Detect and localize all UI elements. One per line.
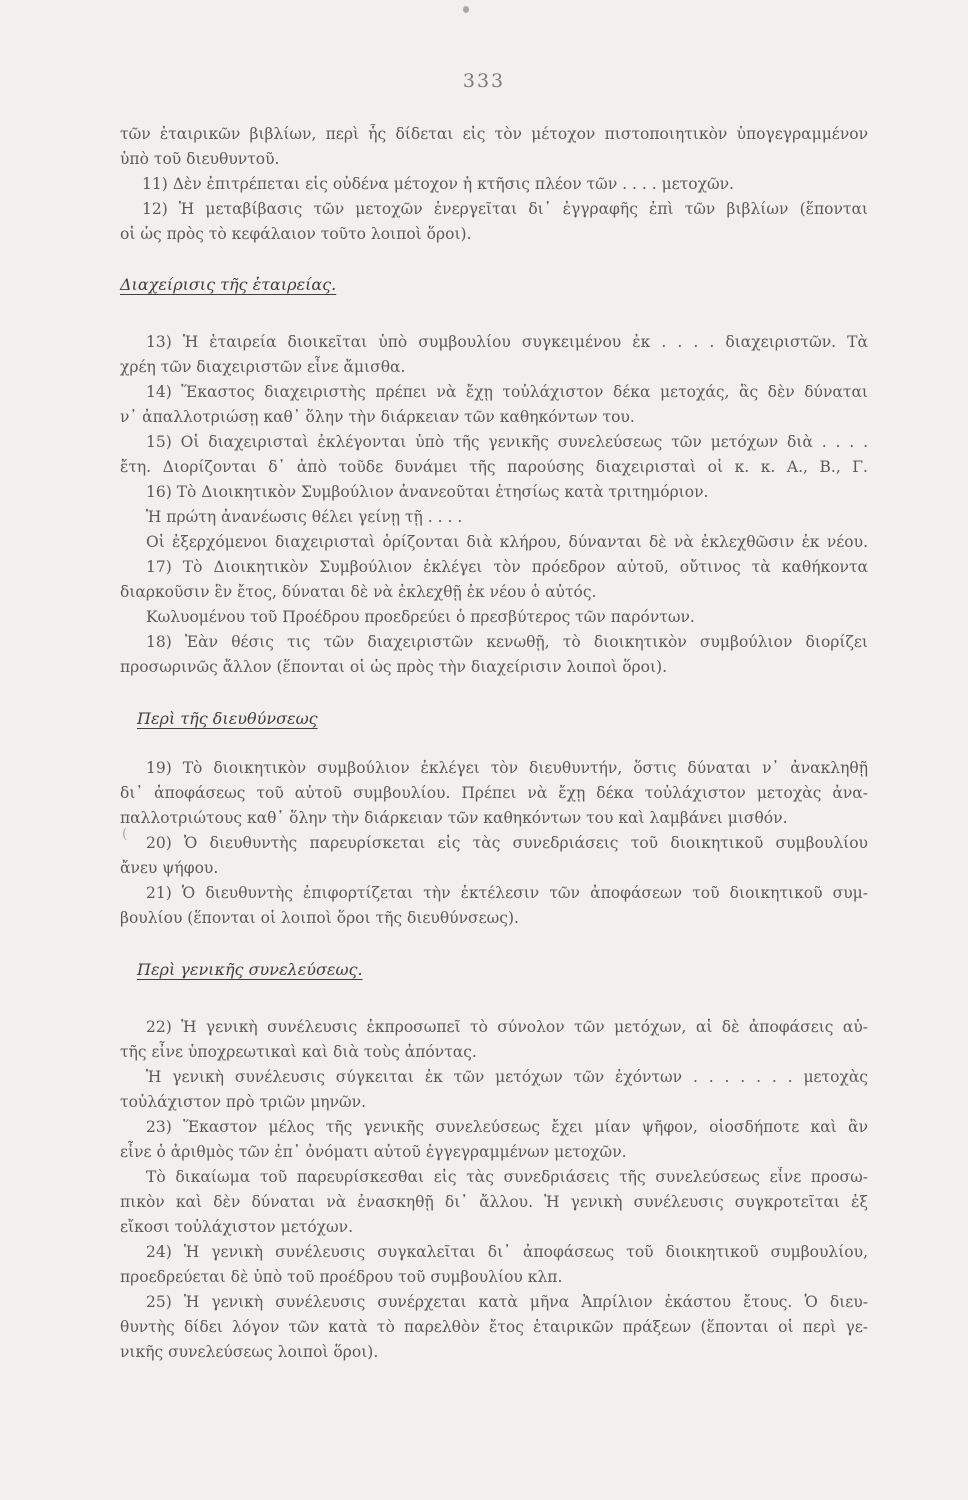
text-line: τῶν ἑταιρικῶν βιβλίων, περὶ ἧς δίδεται εἰς τὸν μέτοχον πιστοποιητικὸν ὑπογεγραμμένον bbox=[120, 125, 868, 143]
text-line: 14) Ἕκαστος διαχειριστὴς πρέπει νὰ ἔχῃ τοὐλάχιστον δέκα μετοχάς, ἃς δὲν δύναται bbox=[146, 383, 868, 401]
text-line: Κωλυομένου τοῦ Προέδρου προεδρεύει ὁ πρεσβύτερος τῶν παρόντων. bbox=[146, 608, 695, 626]
text-line: 17) Τὸ Διοικητικὸν Συμβούλιον ἐκλέγει τὸν πρόεδρον αὐτοῦ, οὔτινος τὰ καθήκοντα bbox=[146, 558, 868, 576]
text-line: οἱ ὡς πρὸς τὸ κεφάλαιον τοῦτο λοιποὶ ὅροι). bbox=[120, 225, 472, 243]
text-line: τῆς εἶνε ὑποχρεωτικαὶ καὶ διὰ τοὺς ἀπόντας. bbox=[120, 1043, 477, 1061]
text-line: δι᾽ ἀποφάσεως τοῦ αὐτοῦ συμβουλίου. Πρέπει νὰ ἔχῃ δέκα τοὐλάχιστον μετοχὰς ἀνα- bbox=[120, 784, 868, 802]
text-line: παλλοτριώτους καθ᾽ ὅλην τὴν διάρκειαν τῶν καθηκόντων του καὶ λαμβάνει μισθόν. bbox=[120, 809, 788, 827]
text-line: Ἡ γενικὴ συνέλευσις σύγκειται ἐκ τῶν μετόχων τῶν ἐχόντων . . . . . . . μετοχὰς bbox=[146, 1068, 868, 1086]
text-line: 24) Ἡ γενικὴ συνέλευσις συγκαλεῖται δι᾽ ἀποφάσεως τοῦ διοικητικοῦ συμβουλίου, bbox=[146, 1243, 868, 1261]
text-line: 23) Ἕκαστον μέλος τῆς γενικῆς συνελεύσεως ἔχει μίαν ψῆφον, οἱοσδήποτε καὶ ἂν bbox=[146, 1118, 868, 1136]
text-line: 16) Τὸ Διοικητικὸν Συμβούλιον ἀνανεοῦται ἐτησίως κατὰ τριτημόριον. bbox=[146, 483, 709, 501]
text-line: 19) Τὸ διοικητικὸν συμβούλιον ἐκλέγει τὸν διευθυντήν, ὅστις δύναται ν᾽ ἀνακληθῇ bbox=[146, 759, 868, 777]
ink-spot bbox=[463, 6, 469, 13]
text-line: ἄνευ ψήφου. bbox=[120, 859, 219, 877]
text-line: εἴκοσι τοὐλάχιστον μετόχων. bbox=[120, 1218, 354, 1236]
text-line: ἔτη. Διορίζονται δ᾽ ἀπὸ τοῦδε δυνάμει τῆς παρούσης διαχειρισταὶ οἱ κ. κ. Α., Β., Γ. bbox=[120, 458, 868, 476]
page-number: 333 bbox=[462, 70, 506, 92]
section-heading-general-assembly: Περὶ γενικῆς συνελεύσεως. bbox=[137, 960, 363, 979]
text-line: 22) Ἡ γενικὴ συνέλευσις ἐκπροσωπεῖ τὸ σύνολον τῶν μετόχων, αἱ δὲ ἀποφάσεις αὐ- bbox=[146, 1018, 868, 1036]
text-line: ν᾽ ἀπαλλοτριώσῃ καθ᾽ ὅλην τὴν διάρκειαν τῶν καθηκόντων του. bbox=[120, 408, 635, 426]
section-heading-management: Διαχείρισις τῆς ἑταιρείας. bbox=[120, 275, 337, 294]
text-line: 11) Δὲν ἐπιτρέπεται εἰς οὐδένα μέτοχον ἡ κτῆσις πλέον τῶν . . . . μετοχῶν. bbox=[142, 175, 734, 193]
text-line: 21) Ὁ διευθυντὴς ἐπιφορτίζεται τὴν ἐκτέλεσιν τῶν ἀποφάσεων τοῦ διοικητικοῦ συμ- bbox=[146, 884, 868, 902]
margin-mark: ( bbox=[122, 826, 128, 842]
text-line: βουλίου (ἕπονται οἱ λοιποὶ ὅροι τῆς διευθύνσεως). bbox=[120, 909, 519, 927]
text-line: 20) Ὁ διευθυντὴς παρευρίσκεται εἰς τὰς συνεδριάσεις τοῦ διοικητικοῦ συμβουλίου bbox=[146, 834, 868, 852]
text-line: ὑπὸ τοῦ διευθυντοῦ. bbox=[120, 150, 280, 168]
text-line: προσωρινῶς ἄλλον (ἕπονται οἱ ὡς πρὸς τὴν διαχείρισιν λοιποὶ ὅροι). bbox=[120, 658, 668, 676]
text-line: Οἱ ἐξερχόμενοι διαχειρισταὶ ὁρίζονται διὰ κλήρου, δύνανται δὲ νὰ ἐκλεχθῶσιν ἐκ νέου. bbox=[146, 533, 868, 551]
section-heading-direction: Περὶ τῆς διευθύνσεως bbox=[137, 709, 318, 728]
text-line: διαρκοῦσιν ἓν ἔτος, δύναται δὲ νὰ ἐκλεχθῇ ἐκ νέου ὁ αὐτός. bbox=[120, 583, 597, 601]
text-line: 18) Ἐὰν θέσις τις τῶν διαχειριστῶν κενωθῇ, τὸ διοικητικὸν συμβούλιον διορίζει bbox=[146, 633, 868, 651]
text-line: τοὐλάχιστον πρὸ τριῶν μηνῶν. bbox=[120, 1093, 367, 1111]
text-line: 13) Ἡ ἑταιρεία διοικεῖται ὑπὸ συμβουλίου συγκειμένου ἐκ . . . . διαχειριστῶν. Τὰ bbox=[146, 333, 868, 351]
text-line: 12) Ἡ μεταβίβασις τῶν μετοχῶν ἐνεργεῖται δι᾽ ἐγγραφῆς ἐπὶ τῶν βιβλίων (ἕπονται bbox=[142, 200, 868, 218]
text-line: θυντὴς δίδει λόγον τῶν κατὰ τὸ παρελθὸν ἔτος ἑταιρικῶν πράξεων (ἕπονται οἱ περὶ γε- bbox=[120, 1318, 868, 1336]
text-line: προεδρεύεται δὲ ὑπὸ τοῦ προέδρου τοῦ συμβουλίου κλπ. bbox=[120, 1268, 563, 1286]
text-line: Τὸ δικαίωμα τοῦ παρευρίσκεσθαι εἰς τὰς συνεδριάσεις τῆς συνελεύσεως εἶνε προσω- bbox=[146, 1168, 868, 1186]
text-line: νικῆς συνελεύσεως λοιποὶ ὅροι). bbox=[120, 1343, 379, 1361]
text-line: Ἡ πρώτη ἀνανέωσις θέλει γείνῃ τῇ . . . . bbox=[146, 508, 463, 526]
text-line: χρέη τῶν διαχειριστῶν εἶνε ἄμισθα. bbox=[120, 358, 406, 376]
text-line: πικὸν καὶ δὲν δύναται νὰ ἐνασκηθῇ δι᾽ ἄλλου. Ἡ γενικὴ συνέλευσις συγκροτεῖται ἐξ bbox=[120, 1193, 868, 1211]
text-line: 15) Οἱ διαχειρισταὶ ἐκλέγονται ὑπὸ τῆς γενικῆς συνελεύσεως τῶν μετόχων διὰ . . . . bbox=[146, 433, 868, 451]
text-line: εἶνε ὁ ἀριθμὸς τῶν ἐπ᾽ ὀνόματι αὐτοῦ ἐγγεγραμμένων μετοχῶν. bbox=[120, 1143, 627, 1161]
text-line: 25) Ἡ γενικὴ συνέλευσις συνέρχεται κατὰ μῆνα Ἀπρίλιον ἑκάστου ἔτους. Ὁ διευ- bbox=[146, 1293, 868, 1311]
